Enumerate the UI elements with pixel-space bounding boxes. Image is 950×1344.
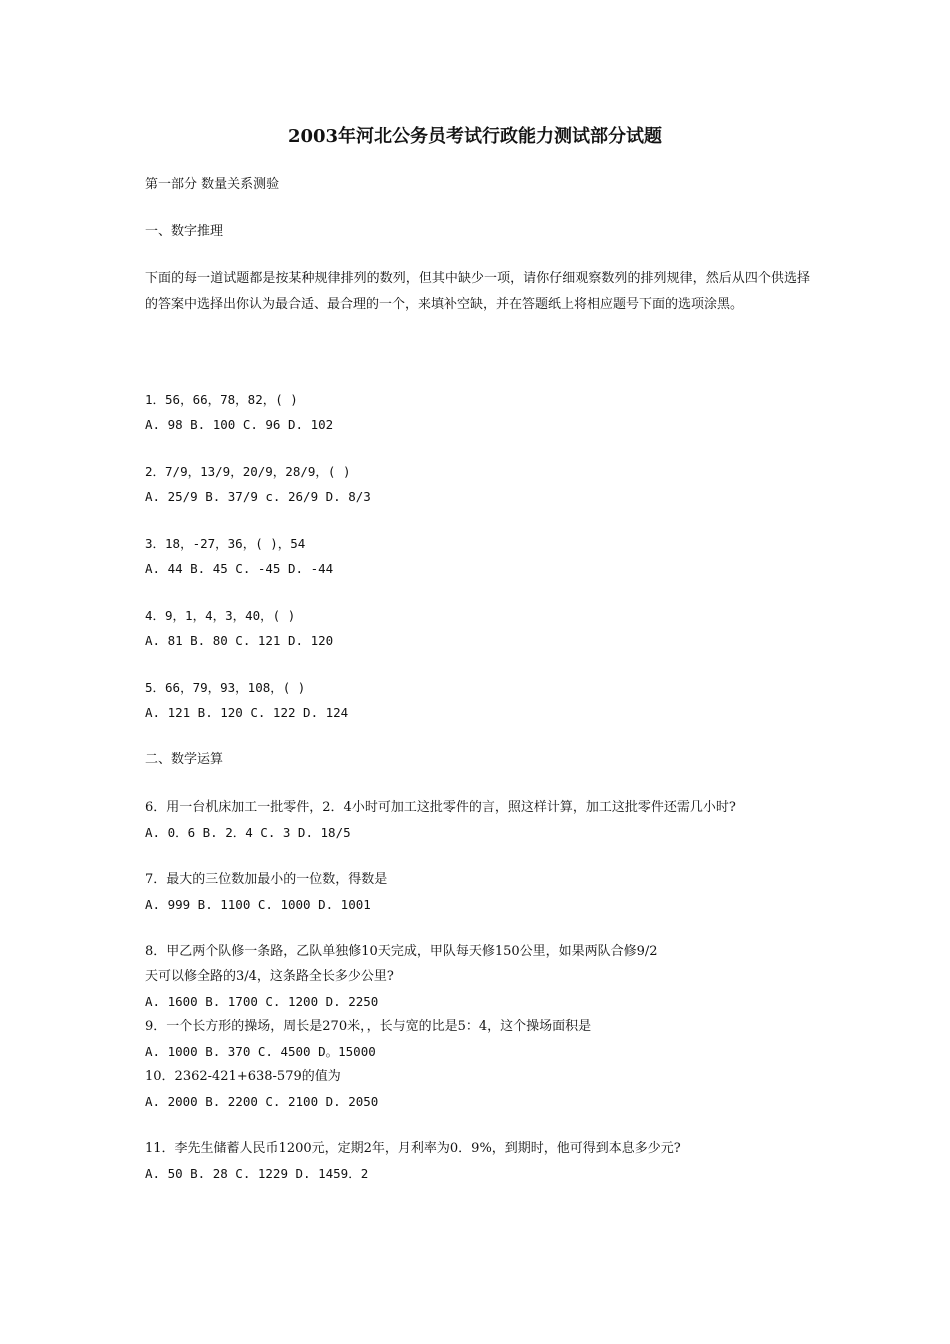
part-heading: 第一部分 数量关系测验 — [145, 177, 280, 192]
question-6-stem: 6．用一台机床加工一批零件，2．4小时可加工这批零件的言，照这样计算，加工这批零件还需几小时? — [145, 800, 736, 815]
question-8-stem-line-2: 天可以修全路的3/4，这条路全长多少公里? — [145, 969, 394, 984]
question-8-stem-line-1: 8．甲乙两个队修一条路，乙队单独修10天完成，甲队每天修150公里，如果两队合修9/2 — [145, 944, 658, 959]
instructions-paragraph: 下面的每一道试题都是按某种规律排列的数列，但其中缺少一项，请你仔细观察数列的排列规律，然后从四个供选择的答案中选择出你认为最合适、最合理的一个，来填补空缺，并在答题纸上将相应题号下面的选项涂黑。 — [145, 271, 810, 312]
question-7-options: A. 999 B. 1100 C. 1000 D. 1001 — [145, 897, 371, 912]
question-10-options: A. 2000 B. 2200 C. 2100 D. 2050 — [145, 1094, 379, 1109]
question-8-options: A. 1600 B. 1700 C. 1200 D. 2250 — [145, 994, 379, 1009]
question-4-stem: 4．9，1，4，3，40，( ) — [145, 608, 296, 623]
question-11-options: A. 50 B. 28 C. 1229 D. 1459．2 — [145, 1166, 369, 1181]
question-2-stem: 2．7/9，13/9，20/9，28/9，( ) — [145, 464, 351, 479]
question-5-options: A. 121 B. 120 C. 122 D. 124 — [145, 705, 349, 720]
document-title: 2003年河北公务员考试行政能力测试部分试题 — [287, 126, 663, 147]
question-6-options: A. 0．6 B. 2．4 C. 3 D. 18/5 — [145, 825, 351, 840]
question-10-stem: 10．2362-421+638-579的值为 — [145, 1069, 341, 1084]
section-heading-math-operations: 二、数学运算 — [145, 752, 224, 767]
question-1-stem: 1．56，66，78，82，( ) — [145, 392, 298, 407]
question-1-options: A. 98 B. 100 C. 96 D. 102 — [145, 417, 334, 432]
question-2-options: A. 25/9 B. 37/9 c. 26/9 D. 8/3 — [145, 489, 371, 504]
question-7-stem: 7．最大的三位数加最小的一位数，得数是 — [145, 872, 388, 887]
question-9-stem: 9．一个长方形的操场，周长是270米，，长与宽的比是5：4，这个操场面积是 — [145, 1019, 592, 1034]
question-9-options: A. 1000 B. 370 C. 4500 D。15000 — [145, 1044, 376, 1059]
question-4-options: A. 81 B. 80 C. 121 D. 120 — [145, 633, 334, 648]
question-5-stem: 5．66，79，93，108，( ) — [145, 680, 306, 695]
question-11-stem: 11．李先生储蓄人民币1200元，定期2年，月利率为0．9%，到期时，他可得到本息多少元? — [145, 1141, 681, 1156]
section-heading-number-reasoning: 一、数字推理 — [145, 224, 224, 239]
question-3-options: A. 44 B. 45 C. -45 D. -44 — [145, 561, 334, 576]
question-3-stem: 3．18，-27，36，( )，54 — [145, 536, 306, 551]
